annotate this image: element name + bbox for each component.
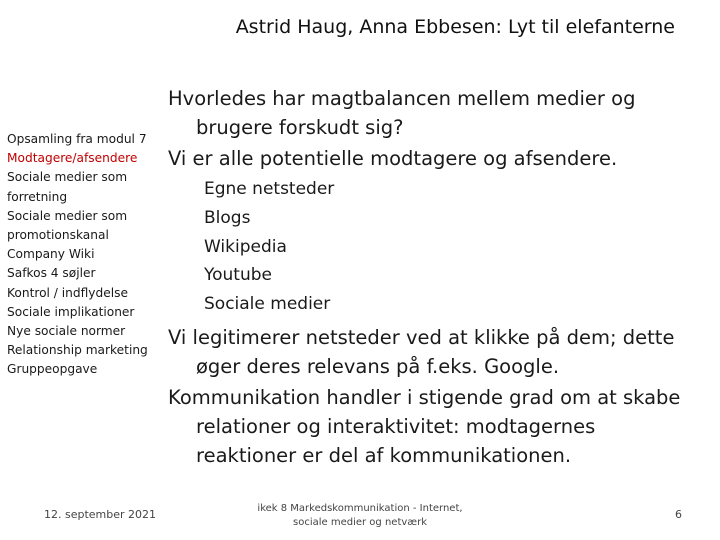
bullet-point: Vi legitimerer netsteder ved at klikke på dem; dette øger deres relevans på f.eks. Google. [168, 325, 675, 378]
bullet-point: Hvorledes har magtbalancen mellem medier og brugere forskudt sig? [168, 87, 636, 139]
sidebar-item-normer[interactable]: Nye sociale normer [7, 324, 126, 339]
sub-bullet-item: Youtube [204, 265, 272, 286]
page-number: 6 [675, 508, 682, 521]
sidebar-item-opsamling[interactable]: Opsamling fra modul 7 [7, 132, 147, 146]
sub-bullet-item: Sociale medier [204, 294, 331, 315]
sidebar-item-promotionskanal[interactable]: Sociale medier som promotionskanal [7, 208, 128, 243]
slide-body [168, 84, 698, 472]
sidebar-item-forretning[interactable]: Sociale medier som forretning [7, 170, 128, 204]
footer-course-title: ikek 8 Markedskommunikation - Internet, sociale medier og netværk [257, 503, 463, 528]
sidebar-item-kontrol[interactable]: Kontrol / indflydelse [7, 285, 128, 300]
bullet-point: Vi er alle potentielle modtagere og afsendere. [168, 147, 618, 170]
sidebar-item-safkos[interactable]: Safkos 4 søjler [7, 266, 96, 281]
bullet-point: Kommunikation handler i stigende grad om at skabe relationer og interaktivitet: modtagernes reaktioner er del af kommunikationen. [168, 385, 681, 467]
sub-bullet-list [168, 175, 698, 319]
sidebar-item-relationship[interactable]: Relationship marketing [7, 343, 148, 358]
sub-bullet-item: Egne netsteder [204, 179, 335, 199]
sidebar-item-company-wiki[interactable]: Company Wiki [7, 247, 95, 262]
sub-bullet-item: Wikipedia [204, 236, 287, 257]
sidebar-item-gruppeopgave[interactable]: Gruppeopgave [7, 362, 98, 377]
sidebar-outline [7, 130, 157, 380]
footer-date: 12. september 2021 [44, 508, 157, 521]
sidebar-item-modtagere-active[interactable]: Modtagere/afsendere [7, 151, 138, 166]
slide-title: Astrid Haug, Anna Ebbesen: Lyt til elefanterne [235, 16, 675, 38]
sub-bullet-item: Blogs [204, 207, 251, 228]
sidebar-item-implikationer[interactable]: Sociale implikationer [7, 304, 135, 319]
